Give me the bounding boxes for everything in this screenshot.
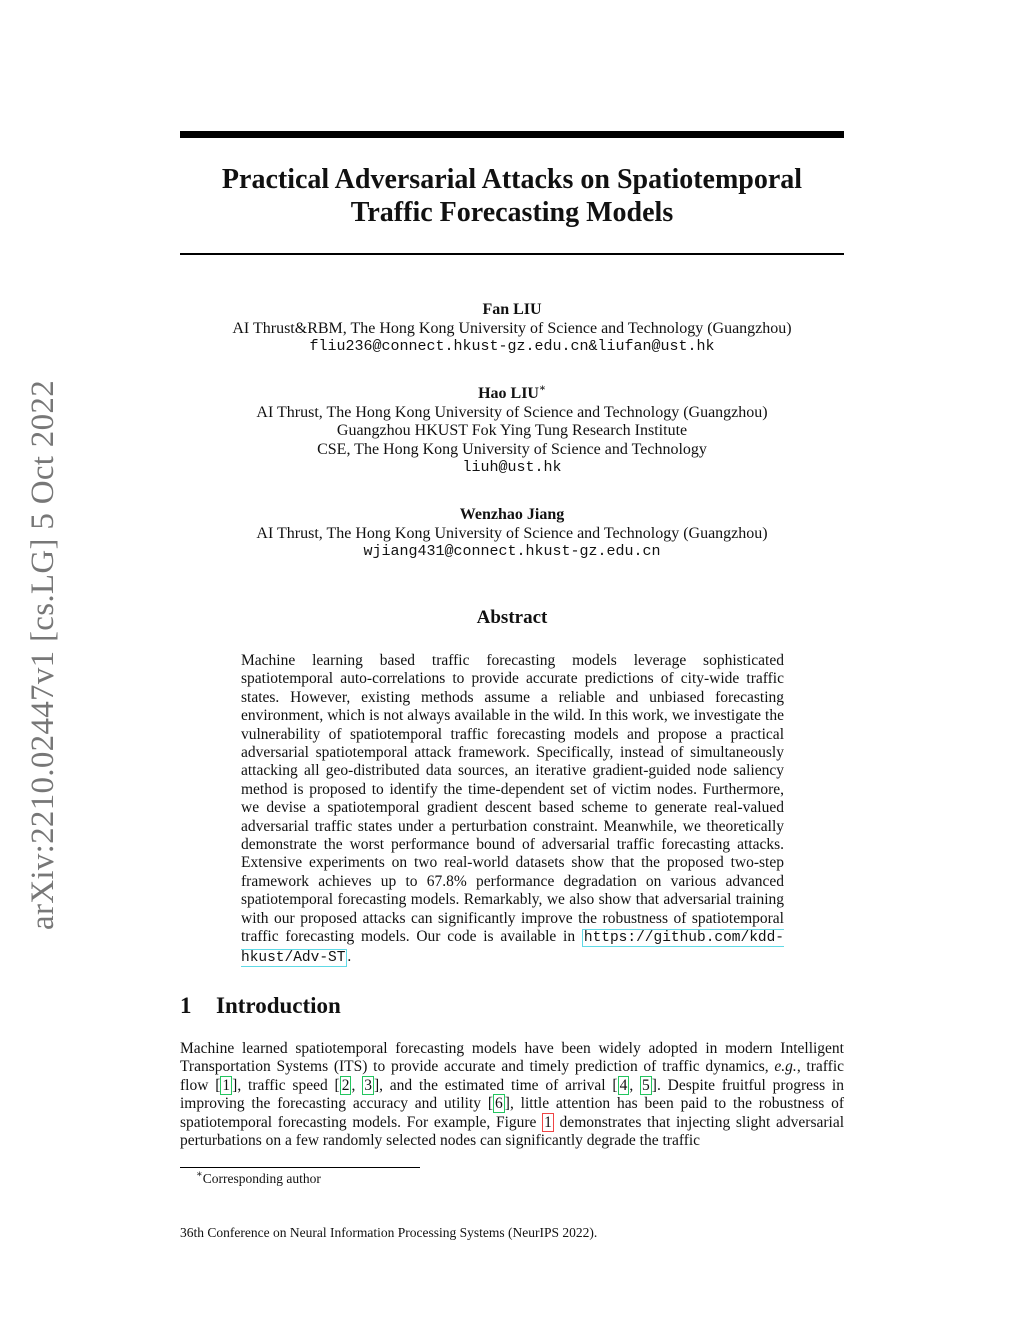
author-email[interactable]: fliu236@connect.hkust-gz.edu.cn&liufan@ust.hk bbox=[309, 338, 715, 355]
figure-reference-link[interactable]: 1 bbox=[544, 1113, 552, 1131]
citation-link[interactable]: 3 bbox=[364, 1076, 372, 1094]
citation-link[interactable]: 1 bbox=[222, 1076, 231, 1094]
intro-text: demonstrates that injecting slight adversarial perturbations on a few randomly selected nodes can significantly degrade the traffic bbox=[180, 1113, 845, 1150]
author-name: Fan LIU bbox=[482, 301, 542, 318]
introduction-paragraph bbox=[180, 1040, 844, 1150]
author-email[interactable]: wjiang431@connect.hkust-gz.edu.cn bbox=[363, 543, 661, 560]
author-name: Wenzhao Jiang bbox=[459, 506, 565, 523]
author-affiliation: Guangzhou HKUST Fok Ying Tung Research Institute bbox=[336, 422, 688, 439]
author-email[interactable]: liuh@ust.hk bbox=[462, 459, 562, 476]
section-heading-introduction bbox=[180, 993, 341, 1019]
arxiv-sidebar-stamp: arXiv:2210.02447v1 [cs.LG] 5 Oct 2022 bbox=[25, 379, 61, 930]
intro-text: ], little attention has been paid to the robustness of spatiotemporal forecasting models. For example, Figure bbox=[180, 1095, 844, 1131]
author-block-2 bbox=[180, 382, 844, 478]
section-number: 1 bbox=[180, 993, 192, 1018]
intro-text: Machine learned spatiotemporal forecasting models have been widely adopted in modern Intelligent Transportation Systems (ITS) to provide accurate and timely prediction of traffic dynamics, bbox=[180, 1040, 844, 1076]
title-bottom-rule bbox=[180, 253, 844, 255]
author-affiliation: AI Thrust&RBM, The Hong Kong University of Science and Technology (Guangzhou) bbox=[232, 319, 792, 337]
code-repository-link[interactable]: https://github.com/kdd-hkust/Adv-ST bbox=[241, 930, 785, 966]
footnote-rule bbox=[180, 1167, 420, 1168]
author-name bbox=[180, 382, 844, 404]
author-block-3 bbox=[180, 506, 844, 562]
citation-link[interactable]: 2 bbox=[341, 1076, 350, 1094]
intro-text: ], and the estimated time of arrival [ bbox=[373, 1076, 618, 1094]
citation-link[interactable]: 6 bbox=[495, 1095, 503, 1113]
intro-text: ], traffic speed [ bbox=[232, 1076, 340, 1094]
author-affiliation: AI Thrust, The Hong Kong University of Science and Technology (Guangzhou) bbox=[256, 403, 768, 421]
venue-note: 36th Conference on Neural Information Processing Systems (NeurIPS 2022). bbox=[180, 1225, 598, 1240]
footnote bbox=[196, 1168, 321, 1187]
abstract-text bbox=[241, 652, 784, 967]
section-title: Introduction bbox=[216, 993, 341, 1018]
intro-text: , traffic flow [ bbox=[180, 1058, 845, 1094]
intro-text: ]. Despite fruitful progress in improving the forecasting accuracy and utility [ bbox=[180, 1076, 844, 1113]
author-affiliation: AI Thrust, The Hong Kong University of Science and Technology (Guangzhou) bbox=[256, 524, 768, 542]
footnote-marker: ∗ bbox=[196, 1168, 203, 1180]
intro-text-italic: e.g. bbox=[774, 1058, 797, 1076]
footnote-text: Corresponding author bbox=[202, 1171, 321, 1186]
corresponding-marker[interactable]: ∗ bbox=[538, 382, 546, 394]
author-name-text: Hao LIU bbox=[478, 385, 539, 402]
citation-link[interactable]: 5 bbox=[642, 1076, 650, 1094]
abstract-end-period: . bbox=[347, 947, 352, 965]
abstract-heading: Abstract bbox=[476, 607, 548, 628]
author-affiliation: CSE, The Hong Kong University of Science and Technology bbox=[317, 440, 707, 458]
paper-title bbox=[180, 163, 844, 229]
title-line-1: Practical Adversarial Attacks on Spatiotemporal bbox=[221, 164, 803, 195]
intro-text: , bbox=[351, 1076, 363, 1094]
abstract-body-text: Machine learning based traffic forecasting models leverage sophisticated spatiotemporal auto-correlations to provide accurate predictions of city-wide traffic states. However, existing methods assume a reliable and unbiased forecasting environment, which is not always available in the wild. In this work, we investigate the vulnerability of spatiotemporal traffic forecasting models and propose a practical adversarial spatiotemporal attack framework. Specifically, instead of simultaneously attacking all geo-distributed data sources, an iterative gradient-guided node saliency method is proposed to identify the time-dependent set of victim nodes. Furthermore, we devise a spatiotemporal gradient descent based scheme to generate real-valued adversarial traffic states under a perturbation constraint. Meanwhile, we theoretically demonstrate the worst performance bound of adversarial traffic forecasting attacks. Extensive experiments on two real-world datasets show that the proposed two-step framework achieves up to 67.8% performance degradation on various advanced spatiotemporal forecasting models. Remarkably, we also show that adversarial training with our proposed attacks can significantly improve the robustness of spatiotemporal traffic forecasting models. Our code is available in bbox=[241, 652, 784, 946]
author-block-1 bbox=[180, 301, 844, 357]
intro-text: , bbox=[629, 1076, 641, 1094]
citation-link[interactable]: 4 bbox=[619, 1076, 628, 1094]
title-line-2: Traffic Forecasting Models bbox=[350, 197, 674, 228]
title-top-rule bbox=[180, 131, 844, 138]
